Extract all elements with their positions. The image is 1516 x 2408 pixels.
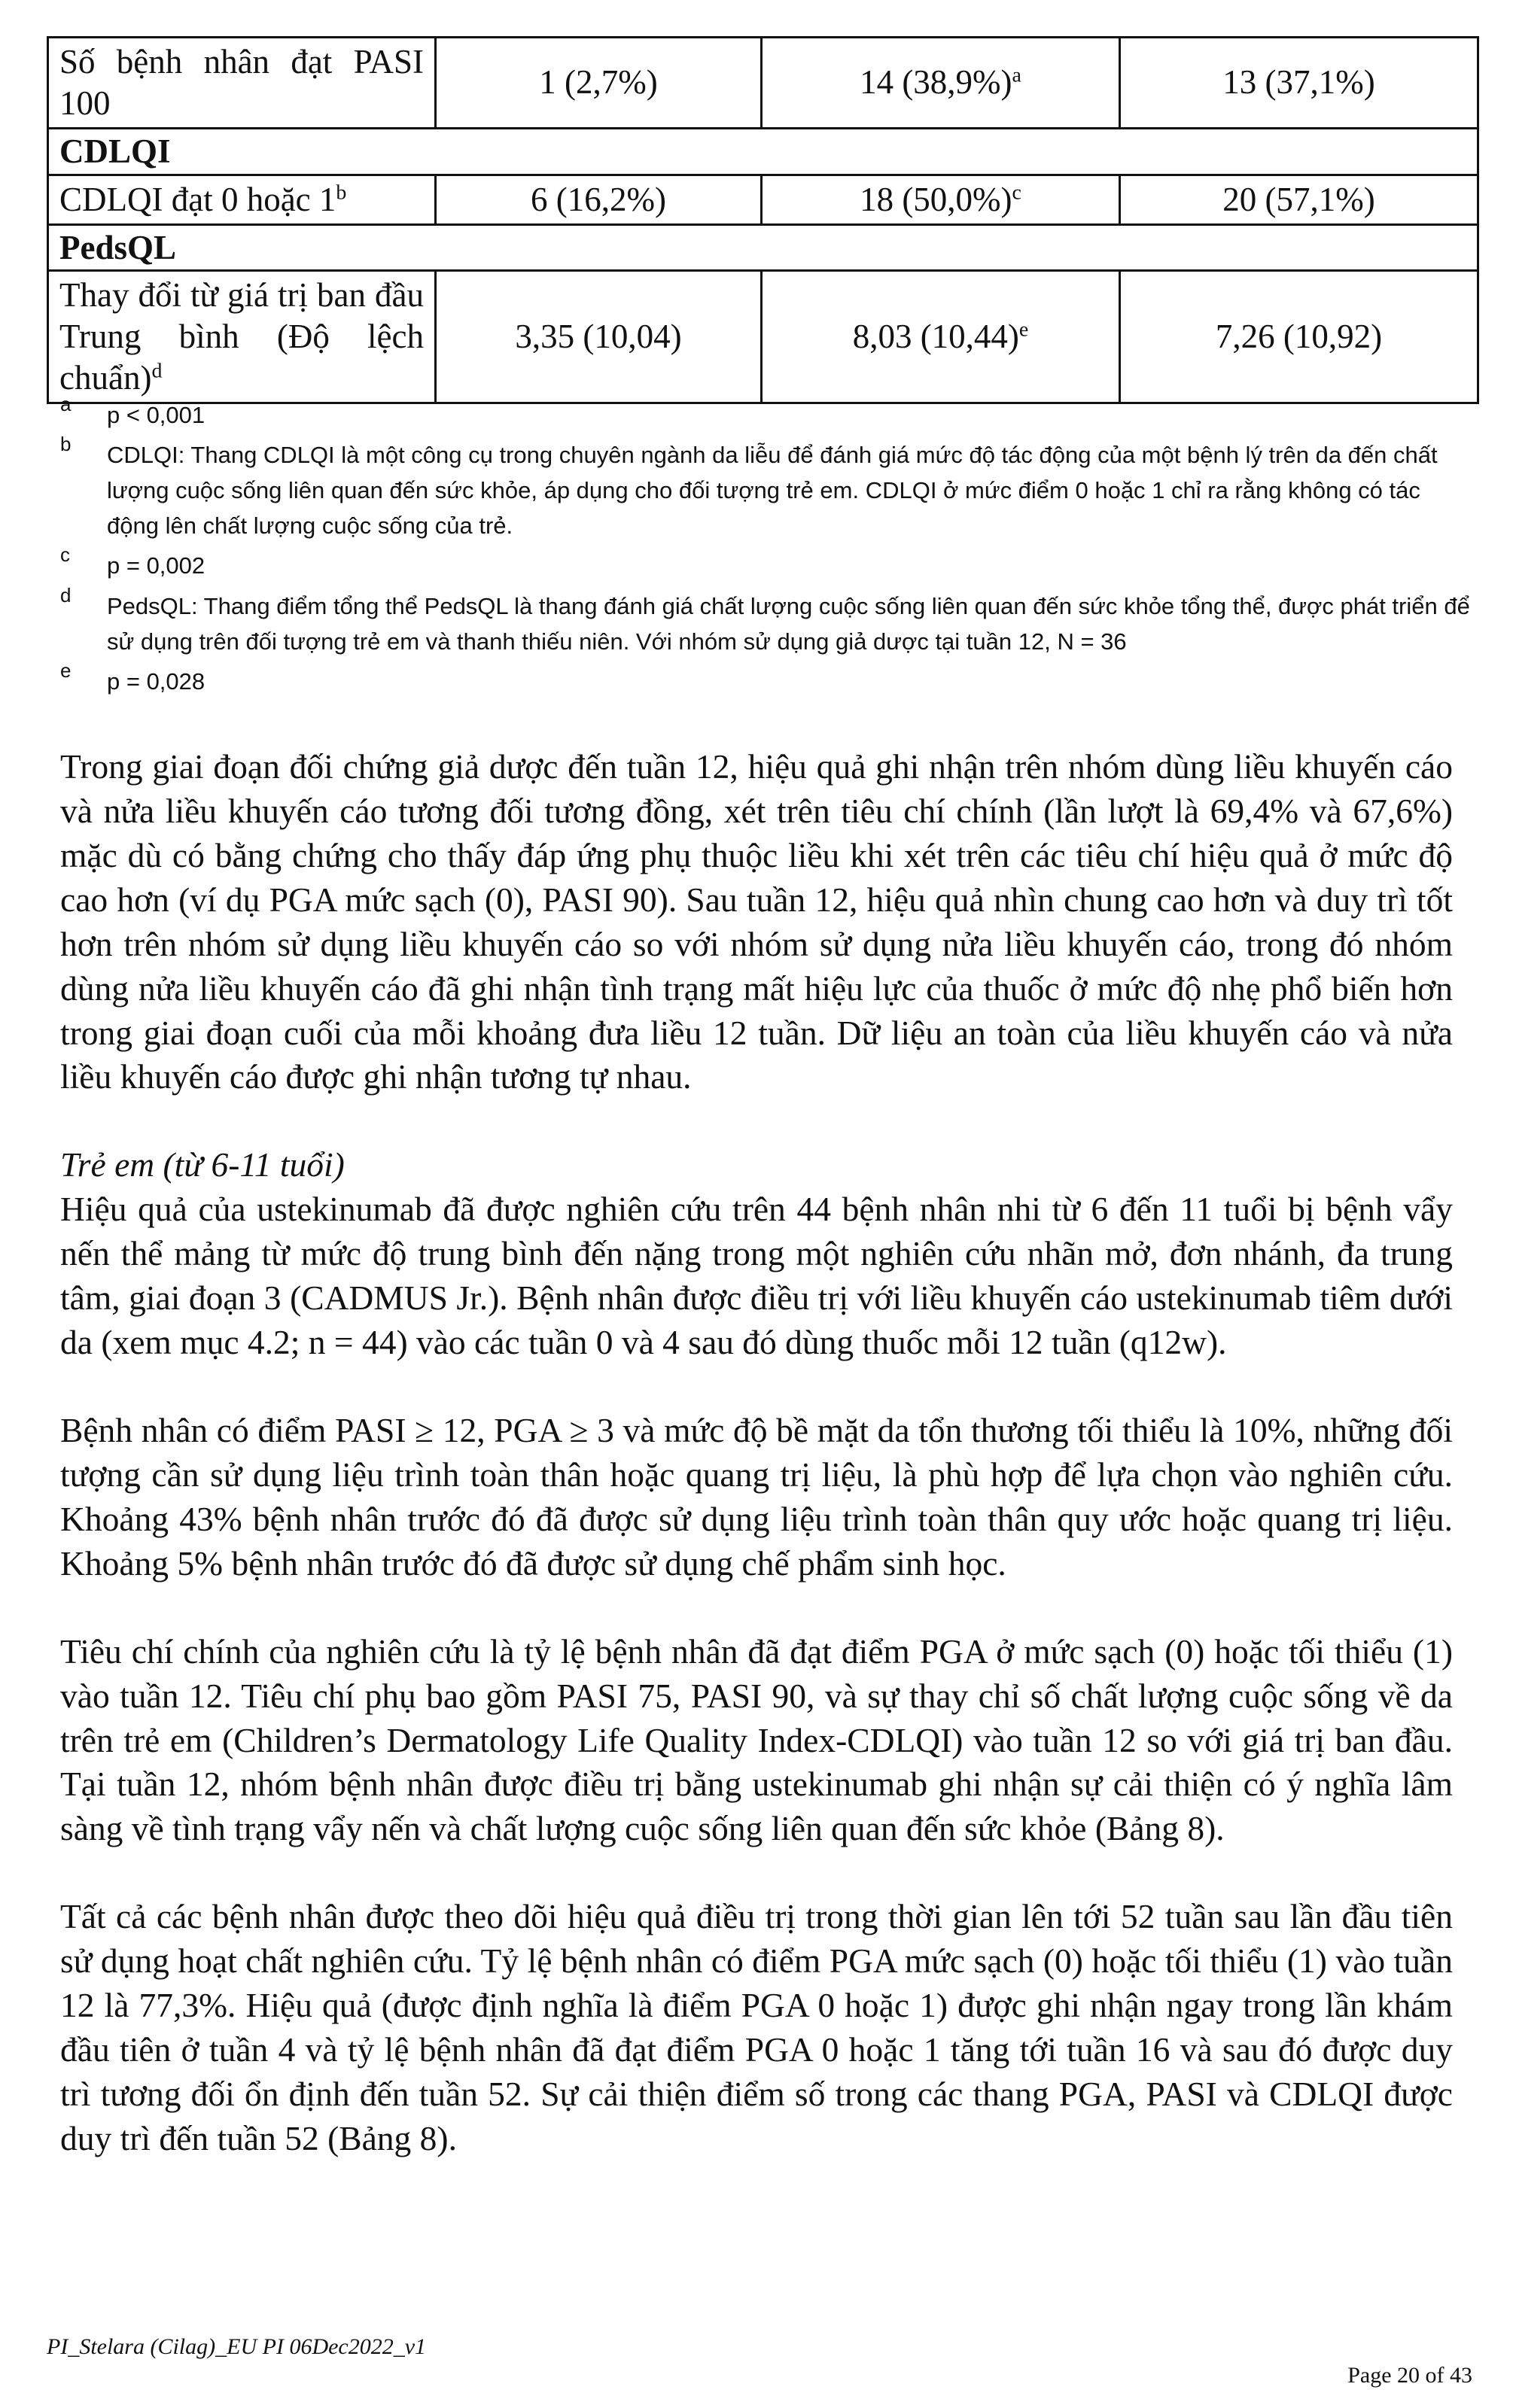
footnote-ref: b (336, 181, 347, 205)
table-footnotes (47, 393, 1477, 704)
table-cell (762, 175, 1120, 224)
table-cell: 13 (37,1%) (1120, 38, 1478, 129)
table-cell-label: Số bệnh nhân đạt PASI 100 (48, 38, 436, 129)
table-cell-value: 8,03 (10,44) (852, 318, 1019, 356)
footnote-text: PedsQL: Thang điểm tổng thể PedsQL là thang đánh giá chất lượng cuộc sống liên quan đến sức khỏe tổng thể, được phát triển để sử dụng trên đối tượng trẻ em và thanh thiếu niên. Với nhóm sử dụng giả dược tại tuần 12, N = 36 (107, 592, 1470, 655)
footnote-mark: d (60, 583, 72, 607)
paragraph: Hiệu quả của ustekinumab đã được nghiên cứu trên 44 bệnh nhân nhi từ 6 đến 11 tuổi bị bệnh vẩy nến thể mảng từ mức độ trung bình đến nặng trong một nghiên cứu nhãn mở, đơn nhánh, đa trung tâm, giai đoạn 3 (CADMUS Jr.). Bệnh nhân được điều trị với liều khuyến cáo ustekinumab tiêm dưới da (xem mục 4.2; n = 44) vào các tuần 0 và 4 sau đó dùng thuốc mỗi 12 tuần (q12w). (60, 1190, 1453, 1362)
table-section-row (48, 224, 1478, 271)
table-cell (762, 271, 1120, 403)
section-heading-cdlqi: CDLQI (48, 128, 1478, 175)
footnote-ref: e (1018, 318, 1029, 342)
table-row-pedsql (48, 271, 1478, 403)
footnote-text: CDLQI: Thang CDLQI là một công cụ trong chuyên ngành da liễu để đánh giá mức độ tác động của một bệnh lý trên da đến chất lượng cuộc sống liên quan đến sức khỏe, áp dụng cho đối tượng trẻ em. CDLQI ở mức điểm 0 hoặc 1 chỉ ra rằng không có tác động lên chất lượng cuộc sống của trẻ. (107, 442, 1438, 540)
footnote-d (47, 583, 1477, 659)
footnote-mark: e (60, 658, 72, 682)
results-table (47, 36, 1479, 404)
section-heading-pedsql: PedsQL (48, 224, 1478, 271)
footnote-text: p < 0,001 (107, 402, 205, 428)
footnote-b (47, 433, 1477, 543)
table-cell: 7,26 (10,92) (1120, 271, 1478, 403)
footnote-mark: b (60, 433, 72, 456)
table-cell: 20 (57,1%) (1120, 175, 1478, 224)
table-cell-label (48, 175, 436, 224)
subheading-children: Trẻ em (từ 6-11 tuổi) (60, 1145, 345, 1184)
paragraph: Trong giai đoạn đối chứng giả dược đến tuần 12, hiệu quả ghi nhận trên nhóm dùng liều khuyến cáo và nửa liều khuyến cáo tương đối tương đồng, xét trên tiêu chí chính (lần lượt là 69,4% và 67,6%) mặc dù có bằng chứng cho thấy đáp ứng phụ thuộc liều khi xét trên các tiêu chí hiệu quả ở mức độ cao hơn (ví dụ PGA mức sạch (0), PASI 90). Sau tuần 12, hiệu quả nhìn chung cao hơn và duy trì tốt hơn trên nhóm sử dụng liều khuyến cáo so với nhóm sử dụng nửa liều khuyến cáo, trong đó nhóm dùng nửa liều khuyến cáo đã ghi nhận tình trạng mất hiệu lực của thuốc ở mức độ nhẹ phổ biến hơn trong giai đoạn cuối của mỗi khoảng đưa liều 12 tuần. Dữ liệu an toàn của liều khuyến cáo và nửa liều khuyến cáo được ghi nhận tương tự nhau. (60, 747, 1453, 1096)
footnote-c (47, 543, 1477, 583)
page-number: Page 20 of 43 (1347, 2363, 1472, 2388)
footnote-text: p = 0,002 (107, 552, 205, 579)
table-cell-value: 18 (50,0%) (860, 180, 1012, 218)
paragraph: Tất cả các bệnh nhân được theo dõi hiệu quả điều trị trong thời gian lên tới 52 tuần sau lần đầu tiên sử dụng hoạt chất nghiên cứu. Tỷ lệ bệnh nhân có điểm PGA mức sạch (0) hoặc tối thiểu (1) vào tuần 12 là 77,3%. Hiệu quả (được định nghĩa là điểm PGA 0 hoặc 1) được ghi nhận ngay trong lần khám đầu tiên ở tuần 4 và tỷ lệ bệnh nhân đã đạt điểm PGA 0 hoặc 1 tăng tới tuần 16 và sau đó được duy trì tương đối ổn định đến tuần 52. Sự cải thiện điểm số trong các thang PGA, PASI và CDLQI được duy trì đến tuần 52 (Bảng 8). (60, 1897, 1453, 2157)
table-row-cdlqi (48, 175, 1478, 224)
footnote-e (47, 658, 1477, 699)
footnote-a (47, 393, 1477, 433)
footnote-ref: d (151, 359, 163, 383)
table-row-pasi100 (48, 38, 1478, 129)
footnote-text: p = 0,028 (107, 667, 205, 695)
footnote-ref: a (1012, 64, 1021, 88)
footnote-ref: c (1012, 181, 1021, 205)
table-cell-label (48, 271, 436, 403)
paragraph: Bệnh nhân có điểm PASI ≥ 12, PGA ≥ 3 và mức độ bề mặt da tổn thương tối thiểu là 10%, những đối tượng cần sử dụng liệu trình toàn thân hoặc quang trị liệu, là phù hợp để lựa chọn vào nghiên cứu. Khoảng 43% bệnh nhân trước đó đã được sử dụng liệu trình toàn thân quy ước hoặc quang trị liệu. Khoảng 5% bệnh nhân trước đó đã được sử dụng chế phẩm sinh học. (60, 1410, 1453, 1583)
footnote-mark: a (60, 393, 72, 415)
footnote-mark: c (60, 543, 70, 567)
row-label: Thay đổi từ giá trị ban đầu Trung bình (Độ lệch chuẩn) (59, 276, 424, 397)
document-id: PI_Stelara (Cilag)_EU PI 06Dec2022_v1 (47, 2334, 427, 2359)
table-cell: 3,35 (10,04) (436, 271, 762, 403)
row-label: CDLQI đạt 0 hoặc 1 (59, 180, 336, 218)
table-cell (762, 38, 1120, 129)
table-cell: 6 (16,2%) (436, 175, 762, 224)
paragraph: Tiêu chí chính của nghiên cứu là tỷ lệ bệnh nhân đã đạt điểm PGA ở mức sạch (0) hoặc tối thiểu (1) vào tuần 12. Tiêu chí phụ bao gồm PASI 75, PASI 90, và sự thay chỉ số chất lượng cuộc sống về da trên trẻ em (Children’s Dermatology Life Quality Index-CDLQI) vào tuần 12 so với giá trị ban đầu. Tại tuần 12, nhóm bệnh nhân được điều trị bằng ustekinumab ghi nhận sự cải thiện có ý nghĩa lâm sàng về tình trạng vẩy nến và chất lượng cuộc sống liên quan đến sức khỏe (Bảng 8). (60, 1631, 1453, 1848)
table-cell-value: 14 (38,9%) (860, 63, 1012, 102)
body-text (60, 745, 1453, 2205)
table-cell: 1 (2,7%) (436, 38, 762, 129)
table-section-row (48, 128, 1478, 175)
